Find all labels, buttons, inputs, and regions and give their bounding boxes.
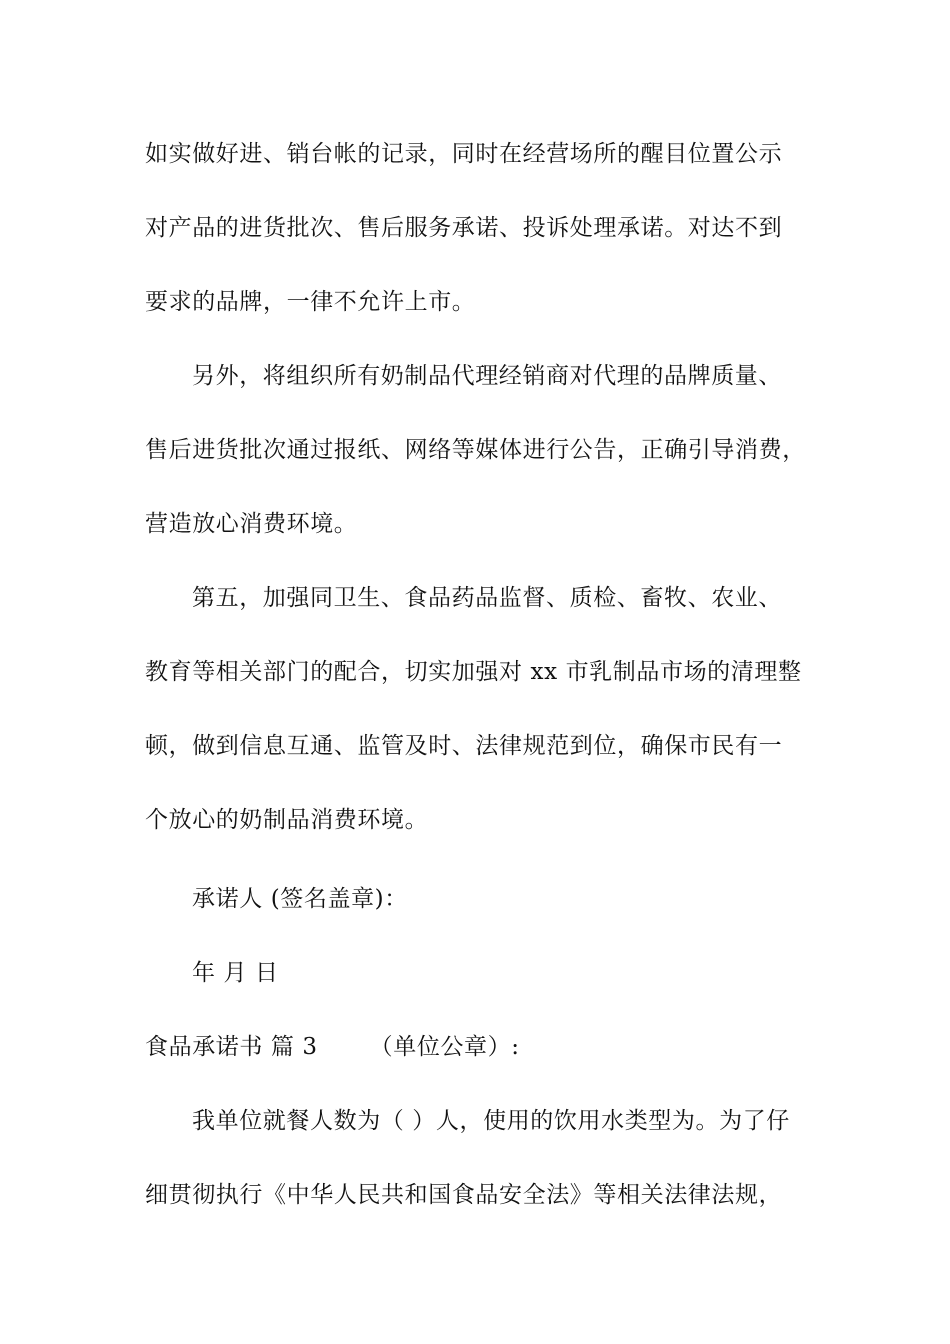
body-line: 如实做好进、销台帐的记录，同时在经营场所的醒目位置公示: [145, 141, 783, 167]
body-line: 细贯彻执行《中华人民共和国食品安全法》等相关法律法规，: [145, 1182, 783, 1208]
body-line: 要求的品牌，一律不允许上市。: [145, 289, 476, 315]
unit-seal-label: （单位公章）:: [369, 1034, 520, 1060]
section-heading: [145, 1031, 520, 1063]
body-line: 个放心的奶制品消费环境。: [145, 807, 429, 833]
body-line: 顿，做到信息互通、监管及时、法律规范到位，确保市民有一: [145, 733, 783, 759]
date-line: 年 月 日: [192, 960, 279, 986]
body-line: 另外，将组织所有奶制品代理经销商对代理的品牌质量、: [192, 363, 782, 389]
body-line: 售后进货批次通过报纸、网络等媒体进行公告，正确引导消费，: [145, 437, 806, 463]
body-line: 我单位就餐人数为（ ）人，使用的饮用水类型为。为了仔: [192, 1108, 790, 1134]
body-line: 第五，加强同卫生、食品药品监督、质检、畜牧、农业、: [192, 585, 782, 611]
signature-line: 承诺人 (签名盖章)：: [192, 886, 408, 912]
section-title: 食品承诺书 篇 3: [145, 1034, 318, 1060]
body-line: 教育等相关部门的配合，切实加强对 xx 市乳制品市场的清理整: [145, 659, 802, 685]
body-line: 对产品的进货批次、售后服务承诺、投诉处理承诺。对达不到: [145, 215, 783, 241]
body-line: 营造放心消费环境。: [145, 511, 358, 537]
